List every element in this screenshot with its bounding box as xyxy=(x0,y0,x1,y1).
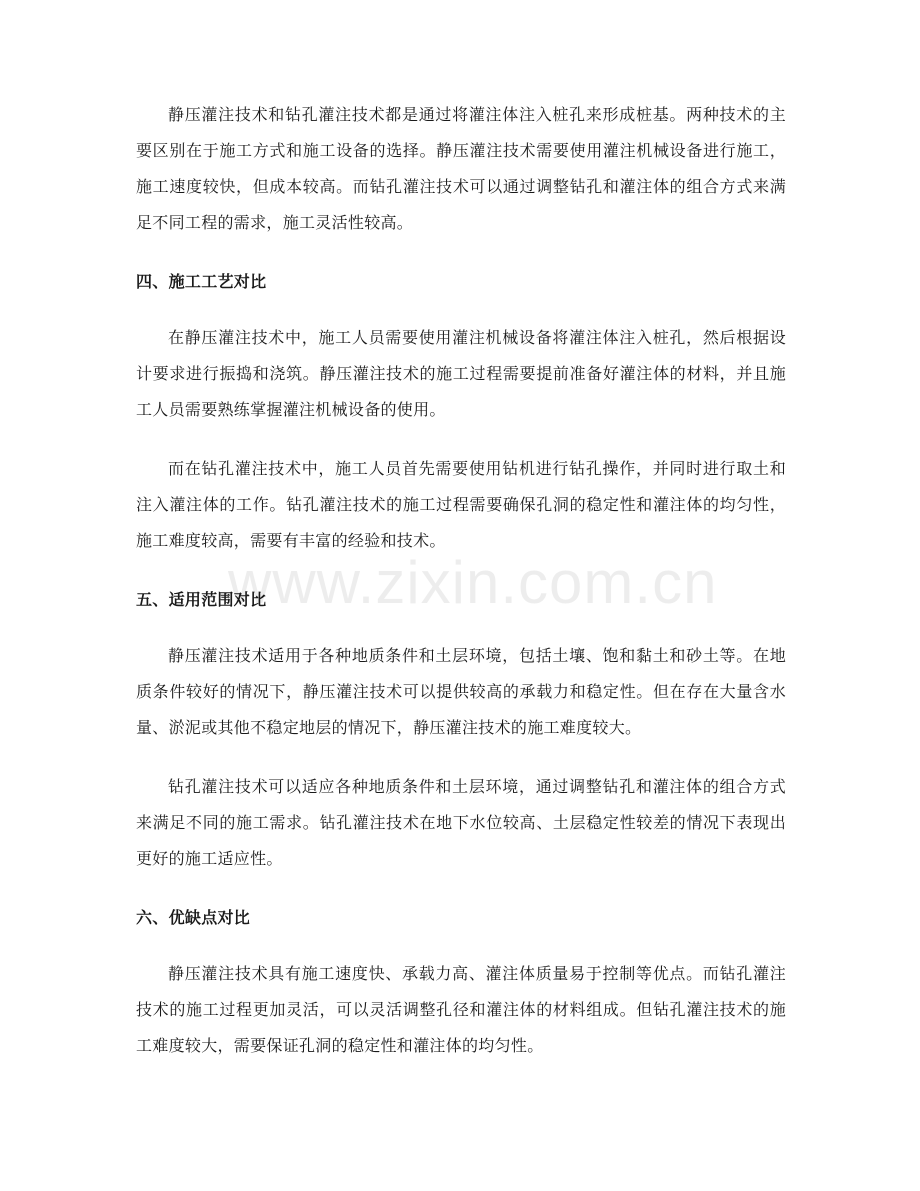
paragraph-bored-pile-process: 而在钻孔灌注技术中，施工人员首先需要使用钻机进行钻孔操作，并同时进行取土和注入灌注体的工作。钻孔灌注技术的施工过程需要确保孔洞的稳定性和灌注体的均匀性，施工难度较高，需要有丰富的经验和技术。 xyxy=(136,459,786,550)
paragraph-pros-cons: 静压灌注技术具有施工速度快、承载力高、灌注体质量易于控制等优点。而钻孔灌注技术的施工过程更加灵活，可以灵活调整孔径和灌注体的材料组成。但钻孔灌注技术的施工难度较大，需要保证孔洞的稳定性和灌注体的均匀性。 xyxy=(136,964,786,1055)
section-heading-scope-comparison: 五、适用范围对比 xyxy=(136,590,267,609)
document-body xyxy=(136,97,786,1087)
watermark-text: www.zixin.com.cn xyxy=(228,549,718,616)
paragraph-static-pressure-scope: 静压灌注技术适用于各种地质条件和土层环境，包括土壤、饱和黏土和砂土等。在地质条件较好的情况下，静压灌注技术可以提供较高的承载力和稳定性。但在存在大量含水量、淤泥或其他不稳定地层的情况下，静压灌注技术的施工难度较大。 xyxy=(136,646,786,737)
section-heading-pros-cons: 六、优缺点对比 xyxy=(136,908,251,927)
section-heading-process-comparison: 四、施工工艺对比 xyxy=(136,272,267,291)
paragraph-intro: 静压灌注技术和钻孔灌注技术都是通过将灌注体注入桩孔来形成桩基。两种技术的主要区别在于施工方式和施工设备的选择。静压灌注技术需要使用灌注机械设备进行施工，施工速度较快，但成本较高。而钻孔灌注技术可以通过调整钻孔和灌注体的组合方式来满足不同工程的需求，施工灵活性较高。 xyxy=(136,105,786,232)
paragraph-static-pressure-process: 在静压灌注技术中，施工人员需要使用灌注机械设备将灌注体注入桩孔，然后根据设计要求进行振捣和浇筑。静压灌注技术的施工过程需要提前准备好灌注体的材料，并且施工人员需要熟练掌握灌注机械设备的使用。 xyxy=(136,328,786,419)
paragraph-bored-pile-scope: 钻孔灌注技术可以适应各种地质条件和土层环境，通过调整钻孔和灌注体的组合方式来满足不同的施工需求。钻孔灌注技术在地下水位较高、土层稳定性较差的情况下表现出更好的施工适应性。 xyxy=(136,777,786,868)
